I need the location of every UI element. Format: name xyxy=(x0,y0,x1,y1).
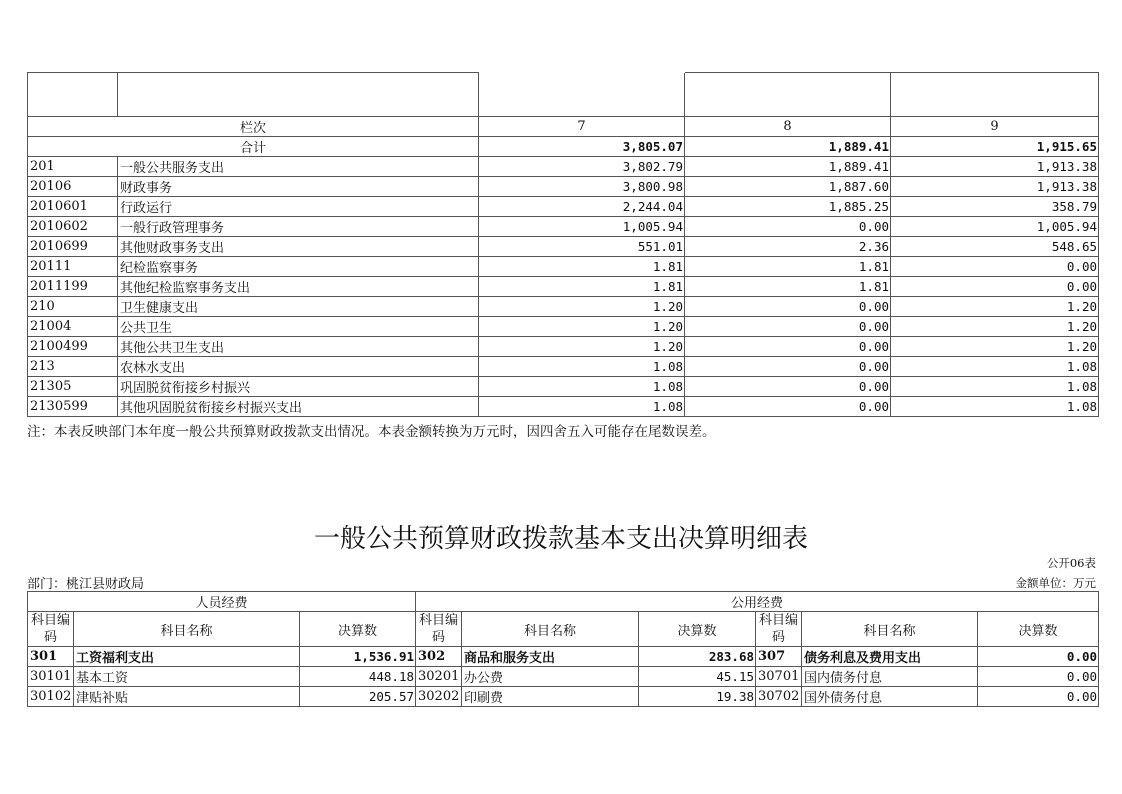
column-header-row xyxy=(28,612,1099,647)
amount-cell: 1.20 xyxy=(891,297,1099,317)
subject-code: 213 xyxy=(28,357,118,377)
subject-code: 201 xyxy=(28,157,118,177)
column-index-label: 栏次 xyxy=(28,117,479,137)
amount-cell: 1.20 xyxy=(891,337,1099,357)
total-value: 3,805.07 xyxy=(479,137,685,157)
subject-name: 其他财政事务支出 xyxy=(118,237,479,257)
subject-name: 农林水支出 xyxy=(118,357,479,377)
total-value: 1,915.65 xyxy=(891,137,1099,157)
subject-code: 2010601 xyxy=(28,197,118,217)
amount-cell: 0.00 xyxy=(685,317,891,337)
amount-cell: 1.08 xyxy=(891,377,1099,397)
amount-cell: 1.20 xyxy=(891,317,1099,337)
subject-name: 商品和服务支出 xyxy=(462,647,639,667)
public-group-header: 公用经费 xyxy=(416,592,1099,612)
amount-cell: 1.08 xyxy=(891,357,1099,377)
table-row xyxy=(28,317,1099,337)
amount-cell: 205.57 xyxy=(300,687,416,707)
subject-name: 其他公共卫生支出 xyxy=(118,337,479,357)
table-row xyxy=(28,297,1099,317)
amount-cell: 0.00 xyxy=(685,397,891,417)
column-index-7: 7 xyxy=(479,117,685,137)
personnel-group-header: 人员经费 xyxy=(28,592,416,612)
subject-name: 办公费 xyxy=(462,667,639,687)
amount-cell: 3,800.98 xyxy=(479,177,685,197)
subject-name: 印刷费 xyxy=(462,687,639,707)
amount-cell: 0.00 xyxy=(978,687,1099,707)
table-row xyxy=(28,357,1099,377)
subject-code: 30202 xyxy=(416,687,462,707)
subject-code: 2100499 xyxy=(28,337,118,357)
amount-cell: 1.81 xyxy=(479,257,685,277)
subject-code: 2010699 xyxy=(28,237,118,257)
table-row xyxy=(28,647,1099,667)
subject-name: 巩固脱贫衔接乡村振兴 xyxy=(118,377,479,397)
expenditure-table xyxy=(27,72,1099,417)
page-title: 一般公共预算财政拨款基本支出决算明细表 xyxy=(313,524,808,554)
table-row xyxy=(28,237,1099,257)
amount-cell: 1.20 xyxy=(479,317,685,337)
amount-cell: 1.20 xyxy=(479,337,685,357)
code-header: 科目编码 xyxy=(28,612,74,647)
unit-label: 金额单位：万元 xyxy=(1015,576,1096,590)
amount-cell: 548.65 xyxy=(891,237,1099,257)
subject-code: 21004 xyxy=(28,317,118,337)
amount-cell: 1,887.60 xyxy=(685,177,891,197)
name-header: 科目名称 xyxy=(74,612,300,647)
table-row xyxy=(28,177,1099,197)
table-row xyxy=(28,667,1099,687)
table-row xyxy=(28,157,1099,177)
amount-cell: 1,536.91 xyxy=(300,647,416,667)
subject-name: 津贴补贴 xyxy=(74,687,300,707)
subject-name: 债务利息及费用支出 xyxy=(802,647,978,667)
amount-cell: 358.79 xyxy=(891,197,1099,217)
subject-name: 工资福利支出 xyxy=(74,647,300,667)
table-row xyxy=(28,397,1099,417)
table-row xyxy=(28,277,1099,297)
subject-name: 一般行政管理事务 xyxy=(118,217,479,237)
amount-cell: 45.15 xyxy=(639,667,756,687)
amount-cell: 0.00 xyxy=(685,377,891,397)
table-row xyxy=(28,257,1099,277)
table-note: 注：本表反映部门本年度一般公共预算财政拨款支出情况。本表金额转换为万元时，因四舍五入可能存在尾数误差。 xyxy=(27,424,716,440)
subject-code: 30201 xyxy=(416,667,462,687)
table-row xyxy=(28,687,1099,707)
subject-code: 302 xyxy=(416,647,462,667)
code-header: 科目编码 xyxy=(756,612,802,647)
amount-cell: 0.00 xyxy=(978,667,1099,687)
table-row xyxy=(28,197,1099,217)
amount-cell: 1,005.94 xyxy=(479,217,685,237)
amount-cell: 0.00 xyxy=(978,647,1099,667)
department-label: 部门：桃江县财政局 xyxy=(27,577,145,592)
amount-cell: 1.20 xyxy=(479,297,685,317)
table-row xyxy=(28,217,1099,237)
subject-name: 国内债务付息 xyxy=(802,667,978,687)
column-index-9: 9 xyxy=(891,117,1099,137)
code-header: 科目编码 xyxy=(416,612,462,647)
amount-header: 决算数 xyxy=(978,612,1099,647)
table-row xyxy=(28,377,1099,397)
form-number: 公开06表 xyxy=(1046,556,1096,570)
group-header-row xyxy=(28,592,1099,612)
amount-cell: 1,005.94 xyxy=(891,217,1099,237)
amount-cell: 0.00 xyxy=(685,217,891,237)
subject-name: 卫生健康支出 xyxy=(118,297,479,317)
name-header: 科目名称 xyxy=(802,612,978,647)
subject-name: 国外债务付息 xyxy=(802,687,978,707)
subject-code: 20106 xyxy=(28,177,118,197)
amount-cell: 1,913.38 xyxy=(891,177,1099,197)
amount-cell: 1.81 xyxy=(685,277,891,297)
subject-name: 行政运行 xyxy=(118,197,479,217)
table-row xyxy=(28,337,1099,357)
amount-cell: 1,913.38 xyxy=(891,157,1099,177)
subject-code: 20111 xyxy=(28,257,118,277)
subject-name: 其他巩固脱贫衔接乡村振兴支出 xyxy=(118,397,479,417)
subject-name: 公共卫生 xyxy=(118,317,479,337)
subject-name: 纪检监察事务 xyxy=(118,257,479,277)
total-label: 合计 xyxy=(28,137,479,157)
amount-cell: 0.00 xyxy=(685,357,891,377)
amount-cell: 0.00 xyxy=(685,337,891,357)
amount-header: 决算数 xyxy=(300,612,416,647)
subject-name: 一般公共服务支出 xyxy=(118,157,479,177)
subject-code: 2010602 xyxy=(28,217,118,237)
header-blank-row xyxy=(28,73,1099,117)
amount-cell: 0.00 xyxy=(685,297,891,317)
amount-header: 决算数 xyxy=(639,612,756,647)
amount-cell: 2.36 xyxy=(685,237,891,257)
amount-cell: 1,885.25 xyxy=(685,197,891,217)
amount-cell: 551.01 xyxy=(479,237,685,257)
amount-cell: 19.38 xyxy=(639,687,756,707)
amount-cell: 1.08 xyxy=(891,397,1099,417)
subject-code: 2011199 xyxy=(28,277,118,297)
amount-cell: 0.00 xyxy=(891,277,1099,297)
subject-code: 307 xyxy=(756,647,802,667)
column-index-8: 8 xyxy=(685,117,891,137)
subject-code: 30702 xyxy=(756,687,802,707)
amount-cell: 1,889.41 xyxy=(685,157,891,177)
amount-cell: 1.08 xyxy=(479,377,685,397)
total-row xyxy=(28,137,1099,157)
subject-code: 210 xyxy=(28,297,118,317)
subject-code: 30701 xyxy=(756,667,802,687)
subject-code: 2130599 xyxy=(28,397,118,417)
amount-cell: 283.68 xyxy=(639,647,756,667)
amount-cell: 1.08 xyxy=(479,397,685,417)
subject-name: 其他纪检监察事务支出 xyxy=(118,277,479,297)
subject-code: 30101 xyxy=(28,667,74,687)
column-index-row xyxy=(28,117,1099,137)
amount-cell: 0.00 xyxy=(891,257,1099,277)
amount-cell: 1.08 xyxy=(479,357,685,377)
basic-expenditure-table xyxy=(27,591,1099,707)
subject-name: 基本工资 xyxy=(74,667,300,687)
subject-code: 21305 xyxy=(28,377,118,397)
subject-code: 30102 xyxy=(28,687,74,707)
name-header: 科目名称 xyxy=(462,612,639,647)
amount-cell: 448.18 xyxy=(300,667,416,687)
subject-name: 财政事务 xyxy=(118,177,479,197)
total-value: 1,889.41 xyxy=(685,137,891,157)
amount-cell: 2,244.04 xyxy=(479,197,685,217)
subject-code: 301 xyxy=(28,647,74,667)
amount-cell: 1.81 xyxy=(685,257,891,277)
amount-cell: 1.81 xyxy=(479,277,685,297)
amount-cell: 3,802.79 xyxy=(479,157,685,177)
